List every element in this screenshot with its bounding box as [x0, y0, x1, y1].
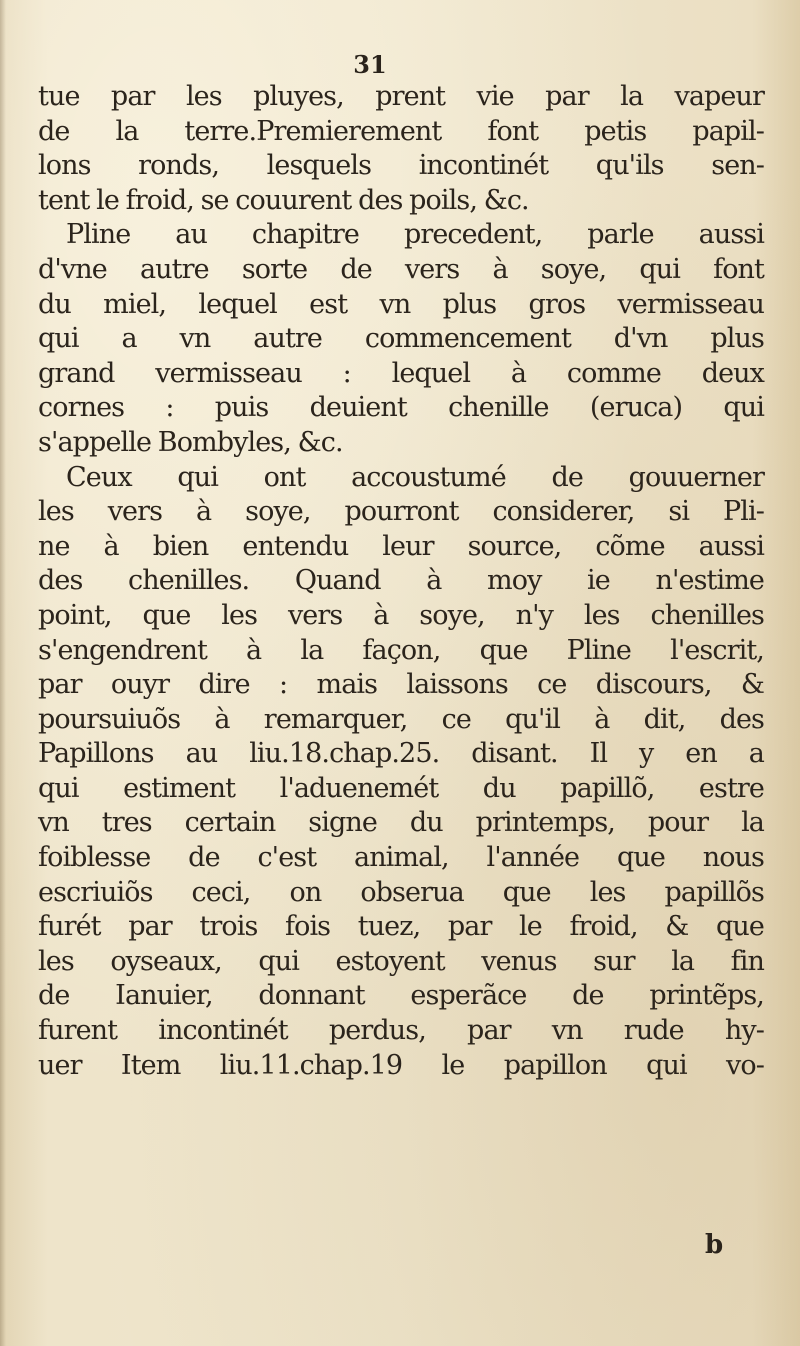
text-line: ne à bien entendu leur source, cõme aussi	[38, 530, 764, 562]
text-line: lons ronds, lesquels incontinét qu'ils sen-	[38, 150, 764, 182]
text-line: Papillons au liu.18.chap.25. disant. Il y en a	[38, 738, 764, 770]
text-line: de la terre.Premierement font petis papil-	[38, 115, 764, 147]
text-line: furét par trois fois tuez, par le froid, & que	[38, 911, 764, 943]
text-line: par ouyr dire : mais laissons ce discours, &	[38, 669, 764, 701]
text-line: uer Item liu.11.chap.19 le papillon qui vo-	[38, 1049, 764, 1081]
text-line: vn tres certain signe du printemps, pour la	[38, 807, 764, 839]
body-text	[38, 80, 764, 1083]
text-line: grand vermisseau : lequel à comme deux	[38, 357, 764, 389]
text-line: poursuiuõs à remarquer, ce qu'il à dit, des	[38, 703, 764, 735]
text-line: point, que les vers à soye, n'y les chenilles	[38, 599, 764, 631]
text-line: des chenilles. Quand à moy ie n'estime	[38, 565, 764, 597]
text-line: s'engendrent à la façon, que Pline l'escrit,	[38, 634, 764, 666]
text-line: de Ianuier, donnant esperãce de printẽps,	[38, 980, 764, 1012]
text-line: les vers à soye, pourront considerer, si Pli-	[38, 496, 764, 528]
text-line: tue par les pluyes, prent vie par la vapeur	[38, 81, 764, 112]
text-line: cornes : puis deuient chenille (eruca) qui	[38, 392, 764, 424]
text-line: escriuiõs ceci, on obserua que les papillõs	[38, 876, 764, 908]
text-line: qui estiment l'aduenemét du papillõ, estre	[38, 772, 764, 804]
page-number: 31	[353, 50, 387, 79]
text-line: foiblesse de c'est animal, l'année que nous	[38, 842, 764, 874]
text-line: du miel, lequel est vn plus gros vermisseau	[38, 288, 764, 320]
text-line: les oyseaux, qui estoyent venus sur la fin	[38, 945, 764, 977]
catchword: b	[705, 1230, 724, 1260]
text-line: Ceux qui ont accoustumé de gouuerner	[66, 461, 764, 493]
text-line: s'appelle Bombyles, &c.	[38, 426, 343, 458]
text-line: furent incontinét perdus, par vn rude hy-	[38, 1015, 764, 1047]
text-line: qui a vn autre commencement d'vn plus	[38, 323, 764, 355]
text-line: d'vne autre sorte de vers à soye, qui font	[38, 253, 764, 285]
text-line: tent le froid, se couurent des poils, &c.	[38, 184, 529, 216]
text-line: Pline au chapitre precedent, parle aussi	[66, 219, 764, 251]
